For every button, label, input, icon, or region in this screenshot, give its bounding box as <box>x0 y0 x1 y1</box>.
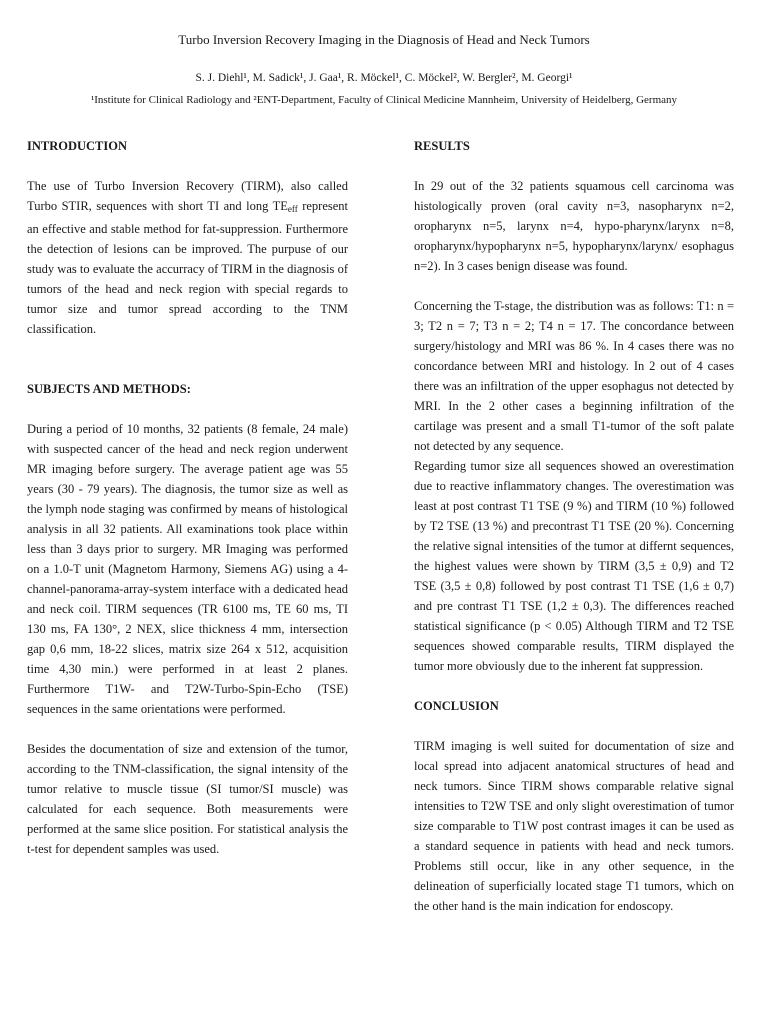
methods-paragraph-2: Besides the documentation of size and extension of the tumor, according to the TNM-classification, the signal intensity of the tumor relative to muscle tissue (SI tumor/SI muscle) was calculated for each sequence. Both measurements were performed at the same slice position. For statistical analysis the t-test for dependent samples was used. <box>27 742 348 856</box>
results-paragraph-1: In 29 out of the 32 patients squamous cell carcinoma was histologically proven (oral cavity n=3, nasopharynx n=2, oropharynx n=5, larynx n=4, hypo-pharynx/larynx n=8, oropharynx/hypopharynx n=5, hypopharynx/larynx/ esophagus n=2). In 3 cases benign disease was found. <box>414 179 734 273</box>
paper-title: Turbo Inversion Recovery Imaging in the Diagnosis of Head and Neck Tumors <box>178 32 590 47</box>
results-heading: RESULTS <box>414 139 470 153</box>
conclusion-paragraph: TIRM imaging is well suited for documentation of size and local spread into adjacent anatomical structures of head and neck tumors. Since TIRM shows comparable relative signal intensities to T2W TSE and only slight overestimation of tumor size comparable to T1W post contrast images it can be used as a standard sequence in patients with head and neck tumors. Problems still occur, like in any other sequence, in the delineation of superficially located stage T1 tumors, which on the other hand is the main indication for endoscopy. <box>414 739 734 913</box>
results-paragraph-2: Concerning the T-stage, the distribution was as follows: T1: n = 3; T2 n = 7; T3 n = 2; T4 n = 17. The concordance between surgery/histology and MRI was 86 %. In 4 cases there was no concordance between MRI and histology. In 2 out of 4 cases there was an infiltration of the upper esophagus not detected by MRI. In the 2 other cases a beginning infiltration of the cartilage was present and a small T1-tumor of the soft palate not detected by any sequence. <box>414 299 734 453</box>
introduction-heading: INTRODUCTION <box>27 139 128 153</box>
left-column <box>27 136 348 859</box>
subscript-eff: eff <box>287 204 298 214</box>
affiliation-line: ¹Institute for Clinical Radiology and ²ENT-Department, Faculty of Clinical Medicine Mannheim, University of Heidelberg, Germany <box>90 94 678 106</box>
author-list: S. J. Diehl¹, M. Sadick¹, J. Gaa¹, R. Möckel¹, C. Möckel², W. Bergler², M. Georgi¹ <box>195 72 573 84</box>
methods-paragraph-1: During a period of 10 months, 32 patients (8 female, 24 male) with suspected cancer of the head and neck region underwent MR imaging before surgery. The average patient age was 55 years (30 - 79 years). The diagnosis, the tumor size as well as the lymph node staging was confirmed by means of histological analysis in all 32 patients. All examinations took place within less than 3 days prior to surgery. MR Imaging was performed on a 1.0-T unit (Magnetom Harmony, Siemens AG) using a 4-channel-panorama-array-system interface with a dedicated head and neck coil. TIRM sequences (TR 6100 ms, TE 60 ms, TI 130 ms, FA 130°, 2 NEX, slice thickness 4 mm, intersection gap 0,6 mm, 18-22 slices, matrix size 264 x 512, acquisition time 4,30 min.) were performed in at least 2 planes. Furthermore T1W- and T2W-Turbo-Spin-Echo (TSE) sequences in the same orientations were performed. <box>27 422 348 716</box>
methods-heading: SUBJECTS AND METHODS: <box>27 382 191 396</box>
right-column <box>414 136 734 916</box>
introduction-paragraph: The use of Turbo Inversion Recovery (TIRM), also called Turbo STIR, sequences with short TI and long $TE_{eff}$ represent an effective and stable method for fat-suppression. Furthermore the detection of lesions can be improved. The purpuse of our study was to evaluate the accurracy of TIRM in the diagnosis of tumors of the head and neck region with special regards to tumor size and tumor spread according to the TNM classification. <box>27 179 348 336</box>
conclusion-heading: CONCLUSION <box>414 699 499 713</box>
results-paragraph-3: Regarding tumor size all sequences showed an overestimation due to reactive inflammatory changes. The overestimation was least at post contrast T1 TSE (9 %) and TIRM (10 %) followed by T2 TSE (13 %) and precontrast T1 TSE (20 %). Concerning the relative signal intensities of the tumor at differnt sequences, the highest values were shown by TIRM (3,5 ± 0,9) and T2 TSE (3,5 ± 0,8) followed by post contrast T1 TSE (1,6 ± 0,7) and pre contrast T1 TSE (1,2 ± 0,3). The differences reached statistical significance (p < 0.05) Although TIRM and T2 TSE sequences showed comparable results, TIRM displayed the tumor more obviously due to the inherent fat suppression. <box>414 459 734 673</box>
